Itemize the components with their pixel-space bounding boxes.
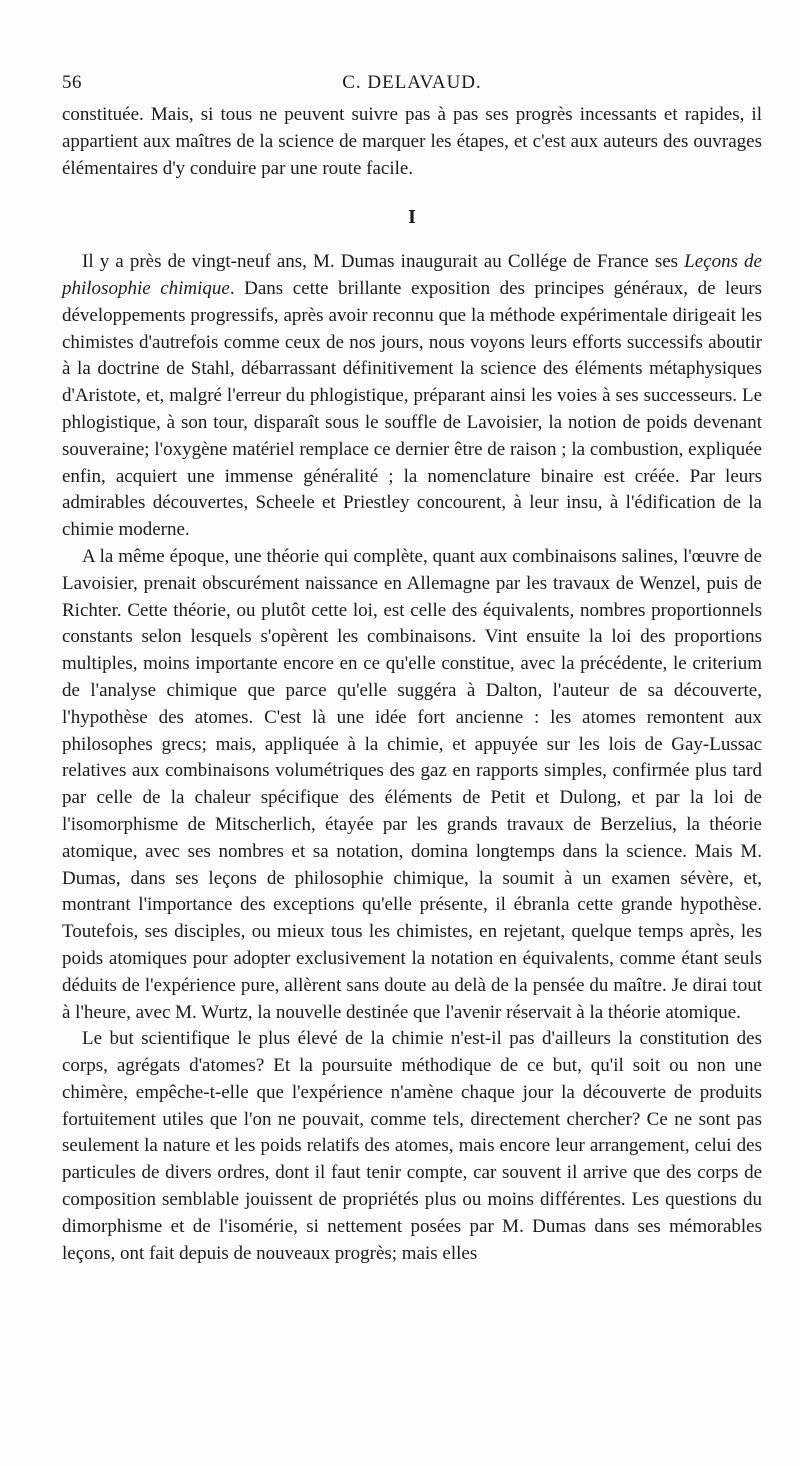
book-title: Leçons de philosophie chimique bbox=[62, 251, 762, 299]
paragraph: Le but scientifique le plus élevé de la chimie n'est-il pas d'ailleurs la constitution des corps, agrégats d'atomes? Et la poursuite méthodique de ce but, qu'il soit ou non une chimère, empêche-t-elle que l'expérience n'amène chaque jour la découverte de produits fortuitement utiles que l'on ne pouvait, comme tels, directement chercher? Ce ne sont pas seulement la nature et les poids relatifs des atomes, mais encore leur arrangement, celui des particules de divers ordres, dont il faut tenir compte, car souvent il arrive que des corps de composition semblable jouissent de propriétés plus ou moins différentes. Les questions du dimorphisme et de l'isomérie, si nettement posées par M. Dumas dans ses mémorables leçons, ont fait depuis de nouveaux progrès; mais elles bbox=[62, 1028, 762, 1264]
page-number: 56 bbox=[62, 72, 82, 93]
paragraph-text: Il y a près de vingt-neuf ans, M. Dumas inaugurait au Collége de France ses bbox=[82, 251, 685, 273]
section-heading: I bbox=[408, 206, 416, 229]
paragraph: A la même époque, une théorie qui complète, quant aux combinaisons salines, l'œuvre de Lavoisier, prenait obscurément naissance en Allemagne par les travaux de Wenzel, puis de Richter. Cette théorie, ou plutôt cette loi, est celle des équivalents, nombres proportionnels constants selon lesquels s'opèrent les combinaisons. Vint ensuite la loi des proportions multiples, moins importante encore en ce qu'elle constitue, avec la précédente, le criterium de l'analyse chimique que parce qu'elle suggéra à Dalton, l'auteur de sa découverte, l'hypothèse des atomes. C'est là une idée fort ancienne : les atomes remontent aux philosophes grecs; mais, appliquée à la chimie, et appuyée sur les lois de Gay-Lussac relatives aux combinaisons volumétriques des gaz en rapports simples, confirmée plus tard par celle de la chaleur spécifique des éléments de Petit et Dulong, et par la loi de l'isomorphisme de Mitscherlich, étayée par les grands travaux de Berzelius, la théorie atomique, avec ses nombres et sa notation, domina longtemps dans la science. Mais M. Dumas, dans ses leçons de philosophie chimique, la soumit à un examen sévère, et, montrant l'importance des exceptions qu'elle présente, il ébranla cette grande hypothèse. Toutefois, ses disciples, ou mieux tous les chimistes, en rejetant, quelque temps après, les poids atomiques pour adopter exclusivement la notation en équivalents, comme étant seuls déduits de l'expérience pure, allèrent sans doute au delà de la pensée du maître. Je dirai tout à l'heure, avec M. Wurtz, la nouvelle destinée que l'avenir réservait à la théorie atomique. bbox=[62, 545, 762, 1023]
body-text bbox=[62, 102, 762, 1267]
running-head-author: C. DELAVAUD. bbox=[342, 72, 482, 93]
paragraph bbox=[62, 249, 762, 544]
paragraph-text: . Dans cette brillante exposition des principes généraux, de leurs développements progressifs, après avoir reconnu que la méthode expérimentale dirigeait les chimistes d'autrefois comme ceux de nos jours, nous voyons leurs efforts successifs aboutir à la doctrine de Stahl, débarrassant définitivement la science des éléments métaphysiques d'Aristote, et, malgré l'erreur du phlogistique, préparant ainsi les voies à ses successeurs. Le phlogistique, à son tour, disparaît sous le souffle de Lavoisier, la notion de poids devenant souveraine; l'oxygène matériel remplace ce dernier être de raison ; la combustion, expliquée enfin, acquiert une immense généralité ; la nomenclature binaire est créée. Par leurs admirables découvertes, Scheele et Priestley concourent, à leur insu, à l'édification de la chimie moderne. bbox=[62, 277, 762, 541]
paragraph-continued: constituée. Mais, si tous ne peuvent suivre pas à pas ses progrès incessants et rapides, il appartient aux maîtres de la science de marquer les étapes, et c'est aux auteurs des ouvrages élémentaires d'y conduire par une route facile. bbox=[62, 104, 762, 179]
running-header bbox=[62, 72, 762, 100]
